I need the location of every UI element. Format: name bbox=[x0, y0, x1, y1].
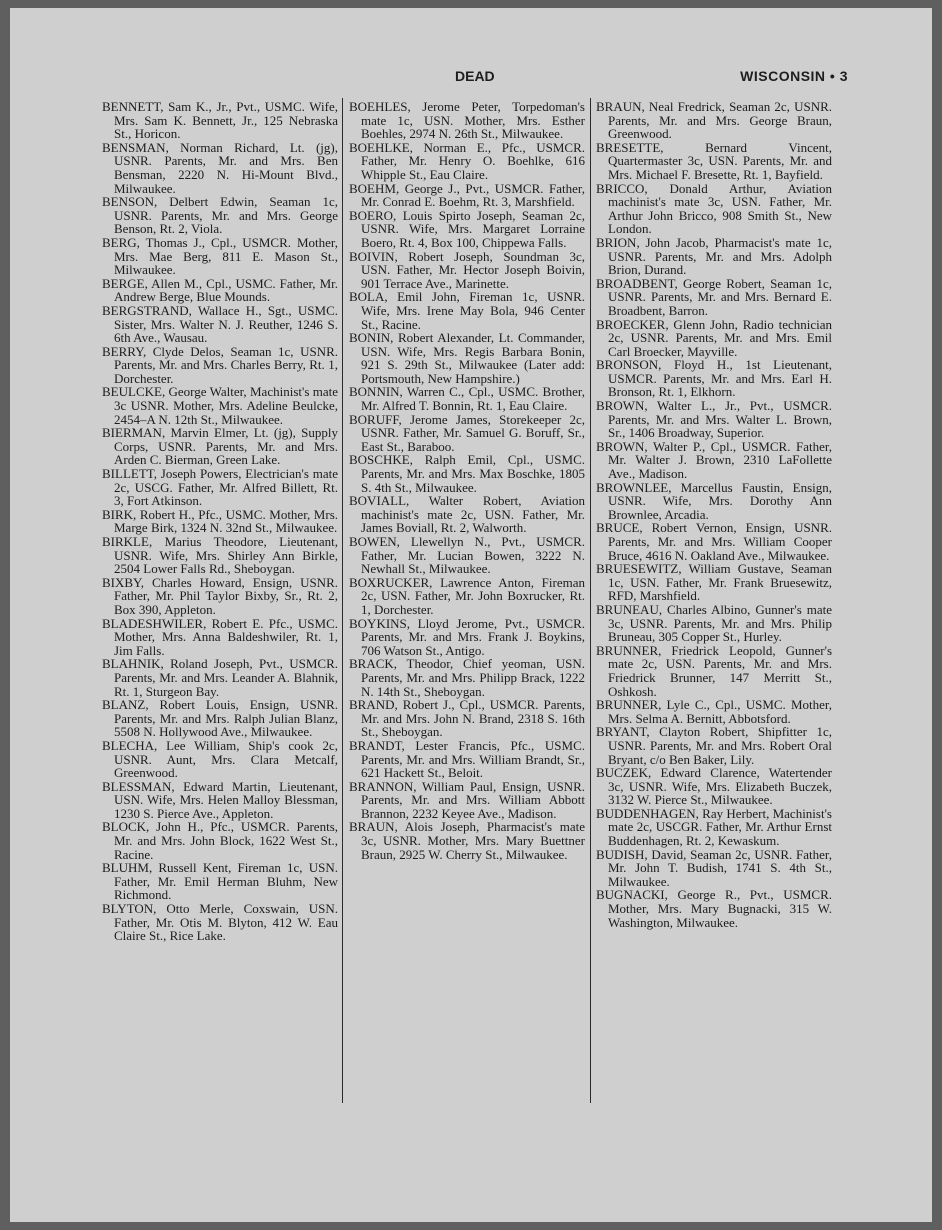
column-divider bbox=[590, 98, 591, 1103]
column-1 bbox=[102, 100, 338, 943]
roll-entry: BRANDT, Lester Francis, Pfc., USMC. Parents, Mr. and Mrs. William Brandt, Sr., 621 Hackett St., Beloit. bbox=[349, 737, 585, 781]
roll-entry: BLECHA, Lee William, Ship's cook 2c, USNR. Aunt, Mrs. Clara Metcalf, Greenwood. bbox=[102, 737, 338, 781]
roll-entry: BOVIALL, Walter Robert, Aviation machinist's mate 2c, USN. Father, Mr. James Boviall, Rt. 2, Walworth. bbox=[349, 493, 585, 536]
roll-entry: BOLA, Emil John, Fireman 1c, USNR. Wife, Mrs. Irene May Bola, 946 Center St., Racine. bbox=[349, 289, 585, 332]
roll-entry: BORUFF, Jerome James, Storekeeper 2c, USNR. Father, Mr. Samuel G. Boruff, Sr., East St., Baraboo. bbox=[349, 411, 585, 454]
roll-entry: BONNIN, Warren C., Cpl., USMC. Brother, Mr. Alfred T. Bonnin, Rt. 1, Eau Claire. bbox=[349, 384, 585, 414]
roll-entry: BOEHLES, Jerome Peter, Torpedoman's mate 1c, USN. Mother, Mrs. Esther Boehles, 2974 N. 26th St., Milwaukee. bbox=[349, 99, 585, 142]
column-divider bbox=[342, 98, 343, 1103]
roll-entry: BROADBENT, George Robert, Seaman 1c, USNR. Parents, Mr. and Mrs. Bernard E. Broadbent, Barron. bbox=[596, 275, 832, 318]
roll-entry: BILLETT, Joseph Powers, Electrician's mate 2c, USCG. Father, Mr. Alfred Billett, Rt. 3, Fort Atkinson. bbox=[102, 466, 338, 509]
roll-entry: BLOCK, John H., Pfc., USMCR. Parents, Mr. and Mrs. John Block, 1622 West St., Racine. bbox=[102, 819, 338, 862]
roll-entry: BONIN, Robert Alexander, Lt. Commander, USN. Wife, Mrs. Regis Barbara Bonin, 921 S. 29th St., Milwaukee (Later add: Portsmouth, New Hampshire.) bbox=[349, 330, 585, 386]
roll-entry: BRESETTE, Bernard Vincent, Quartermaster 3c, USN. Parents, Mr. and Mrs. Michael F. Bresette, Rt. 1, Bayfield. bbox=[596, 139, 832, 182]
roll-entry: BRAND, Robert J., Cpl., USMCR. Parents, Mr. and Mrs. John N. Brand, 2318 S. 16th St., Sheboygan. bbox=[349, 697, 585, 740]
roll-entry: BLADESHWILER, Robert E. Pfc., USMC. Mother, Mrs. Anna Baldeshwiler, Rt. 1, Jim Falls. bbox=[102, 615, 338, 658]
roll-entry: BOERO, Louis Spirto Joseph, Seaman 2c, USNR. Wife, Mrs. Margaret Lorraine Boero, Rt. 4, Box 100, Chippewa Falls. bbox=[349, 207, 585, 250]
roll-entry: BOXRUCKER, Lawrence Anton, Fireman 2c, USN. Father, Mr. John Boxrucker, Rt. 1, Dorchester. bbox=[349, 574, 585, 617]
column-3 bbox=[596, 100, 832, 929]
roll-entry: BUDISH, David, Seaman 2c, USNR. Father, Mr. John T. Budish, 1741 S. 4th St., Milwaukee. bbox=[596, 846, 832, 889]
roll-entry: BENNETT, Sam K., Jr., Pvt., USMC. Wife, Mrs. Sam K. Bennett, Jr., 125 Nebraska St., Horicon. bbox=[102, 99, 338, 142]
roll-entry: BRUNEAU, Charles Albino, Gunner's mate 3c, USNR. Parents, Mr. and Mrs. Philip Bruneau, 305 Copper St., Hurley. bbox=[596, 601, 832, 645]
roll-entry: BROWN, Walter L., Jr., Pvt., USMCR. Parents, Mr. and Mrs. Walter L. Brown, Sr., 1406 Broadway, Superior. bbox=[596, 398, 832, 441]
roll-entry: BENSMAN, Norman Richard, Lt. (jg), USNR. Parents, Mr. and Mrs. Ben Bensman, 2220 N. Hi-Mount Blvd., Milwaukee. bbox=[102, 139, 338, 196]
roll-entry: BOSCHKE, Ralph Emil, Cpl., USMC. Parents, Mr. and Mrs. Max Boschke, 1805 S. 4th St., Milwaukee. bbox=[349, 452, 585, 495]
roll-entry: BERRY, Clyde Delos, Seaman 1c, USNR. Parents, Mr. and Mrs. Charles Berry, Rt. 1, Dorchester. bbox=[102, 343, 338, 386]
roll-entry: BROWN, Walter P., Cpl., USMCR. Father, Mr. Walter J. Brown, 2310 LaFollette Ave., Madison. bbox=[596, 438, 832, 482]
page-title: DEAD bbox=[455, 68, 495, 84]
roll-entry: BRUCE, Robert Vernon, Ensign, USNR. Parents, Mr. and Mrs. William Cooper Bruce, 4616 N. Oakland Ave., Milwaukee. bbox=[596, 520, 832, 563]
roll-entry: BRICCO, Donald Arthur, Aviation machinist's mate 3c, USN. Father, Mr. Arthur John Bricco, 908 Smith St., New London. bbox=[596, 180, 832, 237]
roll-entry: BLESSMAN, Edward Martin, Lieutenant, USN. Wife, Mrs. Helen Malloy Blessman, 1230 S. Pierce Ave., Appleton. bbox=[102, 778, 338, 821]
roll-entry: BEULCKE, George Walter, Machinist's mate 3c USNR. Mother, Mrs. Adeline Beulcke, 2454–A N. 12th St., Milwaukee. bbox=[102, 384, 338, 427]
roll-entry: BRUNNER, Friedrick Leopold, Gunner's mate 2c, USN. Parents, Mr. and Mrs. Friedrick Brunner, 147 Merritt St., Oshkosh. bbox=[596, 642, 832, 699]
roll-entry: BUDDENHAGEN, Ray Herbert, Machinist's mate 2c, USCGR. Father, Mr. Arthur Ernst Buddenhagen, Rt. 2, Kewaskum. bbox=[596, 805, 832, 849]
roll-entry: BROWNLEE, Marcellus Faustin, Ensign, USNR. Wife, Mrs. Dorothy Ann Brownlee, Arcadia. bbox=[596, 479, 832, 522]
roll-entry: BIXBY, Charles Howard, Ensign, USNR. Father, Mr. Phil Taylor Bixby, Sr., Rt. 2, Box 390, Appleton. bbox=[102, 574, 338, 617]
roll-entry: BRUNNER, Lyle C., Cpl., USMC. Mother, Mrs. Selma A. Bernitt, Abbotsford. bbox=[596, 697, 832, 726]
roll-entry: BRAUN, Neal Fredrick, Seaman 2c, USNR. Parents, Mr. and Mrs. George Braun, Greenwood. bbox=[596, 99, 832, 142]
roll-entry: BOEHM, George J., Pvt., USMCR. Father, Mr. Conrad E. Boehm, Rt. 3, Marshfield. bbox=[349, 180, 585, 210]
roll-entry: BERG, Thomas J., Cpl., USMCR. Mother, Mrs. Mae Berg, 811 E. Mason St., Milwaukee. bbox=[102, 234, 338, 278]
roll-entry: BRAUN, Alois Joseph, Pharmacist's mate 3c, USNR. Mother, Mrs. Mary Buettner Braun, 2925 W. Cherry St., Milwaukee. bbox=[349, 819, 585, 862]
roll-entry: BRACK, Theodor, Chief yeoman, USN. Parents, Mr. and Mrs. Philipp Brack, 1222 N. 14th St., Sheboygan. bbox=[349, 656, 585, 699]
roll-entry: BIRK, Robert H., Pfc., USMC. Mother, Mrs. Marge Birk, 1324 N. 32nd St., Milwaukee. bbox=[102, 506, 338, 536]
roll-entry: BUGNACKI, George R., Pvt., USMCR. Mother, Mrs. Mary Bugnacki, 315 W. Washington, Milwaukee. bbox=[596, 887, 832, 930]
roll-entry: BRUESEWITZ, William Gustave, Seaman 1c, USN. Father, Mr. Frank Bruesewitz, RFD, Marshfield. bbox=[596, 561, 832, 604]
roll-entry: BOWEN, Llewellyn N., Pvt., USMCR. Father, Mr. Lucian Bowen, 3222 N. Newhall St., Milwaukee. bbox=[349, 534, 585, 577]
roll-entry: BERGSTRAND, Wallace H., Sgt., USMC. Sister, Mrs. Walter N. J. Reuther, 1246 S. 6th Ave., Wausau. bbox=[102, 302, 338, 346]
roll-entry: BUCZEK, Edward Clarence, Watertender 3c, USNR. Wife, Mrs. Elizabeth Buczek, 3132 W. Pierce St., Milwaukee. bbox=[596, 765, 832, 808]
roll-entry: BLANZ, Robert Louis, Ensign, USNR. Parents, Mr. and Mrs. Ralph Julian Blanz, 5508 N. Hollywood Ave., Milwaukee. bbox=[102, 697, 338, 740]
state-page-number: WISCONSIN • 3 bbox=[740, 68, 848, 84]
roll-entry: BIRKLE, Marius Theodore, Lieutenant, USNR. Wife, Mrs. Shirley Ann Birkle, 2504 Lower Falls Rd., Sheboygan. bbox=[102, 534, 338, 577]
roll-entry: BENSON, Delbert Edwin, Seaman 1c, USNR. Parents, Mr. and Mrs. George Benson, Rt. 2, Viola. bbox=[102, 194, 338, 237]
column-2 bbox=[349, 100, 585, 861]
roll-entry: BLYTON, Otto Merle, Coxswain, USN. Father, Mr. Otis M. Blyton, 412 W. Eau Claire St., Rice Lake. bbox=[102, 901, 338, 944]
roll-entry: BRION, John Jacob, Pharmacist's mate 1c, USNR. Parents, Mr. and Mrs. Adolph Brion, Durand. bbox=[596, 234, 832, 278]
roll-entry: BLAHNIK, Roland Joseph, Pvt., USMCR. Parents, Mr. and Mrs. Leander A. Blahnik, Rt. 1, Sturgeon Bay. bbox=[102, 656, 338, 699]
roll-entry: BROECKER, Glenn John, Radio technician 2c, USNR. Parents, Mr. and Mrs. Emil Carl Broecker, Mayville. bbox=[596, 316, 832, 359]
roll-entry: BRYANT, Clayton Robert, Shipfitter 1c, USNR. Parents, Mr. and Mrs. Robert Oral Bryant, c/o Ben Baker, Lily. bbox=[596, 724, 832, 767]
roll-entry: BLUHM, Russell Kent, Fireman 1c, USN. Father, Mr. Emil Herman Bluhm, New Richmond. bbox=[102, 860, 338, 903]
roll-entry: BOYKINS, Lloyd Jerome, Pvt., USMCR. Parents, Mr. and Mrs. Frank J. Boykins, 706 Watson St., Antigo. bbox=[349, 615, 585, 658]
page-header bbox=[100, 68, 848, 92]
roll-entry: BRANNON, William Paul, Ensign, USNR. Parents, Mr. and Mrs. William Abbott Brannon, 2232 Keyee Ave., Madison. bbox=[349, 778, 585, 821]
roll-entry: BRONSON, Floyd H., 1st Lieutenant, USMCR. Parents, Mr. and Mrs. Earl H. Bronson, Rt. 1, Elkhorn. bbox=[596, 357, 832, 400]
roll-entry: BOEHLKE, Norman E., Pfc., USMCR. Father, Mr. Henry O. Boehlke, 616 Whipple St., Eau Claire. bbox=[349, 139, 585, 182]
roll-entry: BOIVIN, Robert Joseph, Soundman 3c, USN. Father, Mr. Hector Joseph Boivin, 901 Terrace Ave., Marinette. bbox=[349, 248, 585, 291]
roll-entry: BERGE, Allen M., Cpl., USMC. Father, Mr. Andrew Berge, Blue Mounds. bbox=[102, 275, 338, 305]
roll-entry: BIERMAN, Marvin Elmer, Lt. (jg), Supply Corps, USNR. Parents, Mr. and Mrs. Arden C. Bierman, Green Lake. bbox=[102, 425, 338, 468]
